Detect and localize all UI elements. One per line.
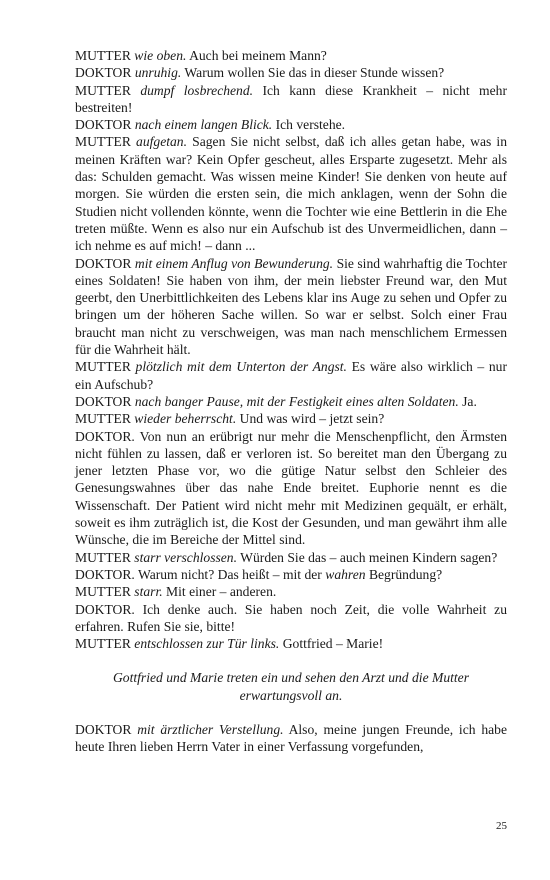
document-page: [75, 47, 507, 756]
stage-note: nach banger Pause, mit der Festigkeit eines alten Soldaten.: [134, 393, 459, 409]
speaker-name: DOKTOR.: [75, 566, 135, 582]
spoken-text: Ich verstehe.: [275, 117, 346, 133]
dialogue-paragraph: [75, 410, 507, 427]
spoken-text: Sie sind wahrhaftig die Tochter eines Soldaten! Sie haben von ihm, der mein liebster Freund war, den Mut geerbt, den Unerbittlichkeiten des Lebens klar ins Auge zu sehen und Opfer zu bringen um der höheren Sache willen. So war er selbst. Solch einer Frau braucht man nicht zu verschweigen, was man nach menschlichem Ermessen für die Wahrheit hält.: [75, 255, 507, 358]
spoken-text: Ja.: [462, 393, 477, 409]
dialogue-paragraph: [75, 393, 507, 410]
spoken-text: Also, meine jungen Freunde, ich habe heute Ihren lieben Herrn Vater in einer Verfassung vorgefunden,: [75, 721, 507, 755]
stage-note: starr verschlossen.: [134, 549, 238, 565]
stage-note: wieder beherrscht.: [134, 411, 237, 427]
stage-note: unruhig.: [134, 65, 182, 81]
speaker-name: DOKTOR: [75, 255, 132, 271]
spoken-text: Von nun an erübrigt nur mehr die Menschenpflicht, den Ärmsten nicht fühlen zu lassen, daß er verloren ist. So bereitet man den Übergang zu jener letzten Phase vor, wo die gütige Natur selbst den Schleier des Genesungswahnes über das nahe Ende breitet. Euphorie nennt es die Wissenschaft. Der Patient wird nicht mehr mit Medizinen gequält, er erhält, soweit es ihm zuträglich ist, die Kost der Gesunden, und man gewährt ihm alle Wünsche, die im Bereiche der Mittel sind.: [75, 428, 507, 548]
dialogue-block: [75, 47, 507, 652]
spoken-text: Und was wird – jetzt sein?: [239, 411, 385, 427]
page-number: 25: [496, 820, 507, 832]
speaker-name: MUTTER: [75, 411, 131, 427]
stage-note: starr.: [134, 584, 163, 600]
dialogue-paragraph: [75, 601, 507, 636]
dialogue-paragraph: [75, 549, 507, 566]
spoken-text: Ich denke auch. Sie haben noch Zeit, die volle Wahrheit zu erfahren. Rufen Sie sie, bitte!: [75, 601, 507, 634]
final-paragraph: [75, 721, 507, 756]
dialogue-paragraph: [75, 566, 507, 583]
dialogue-paragraph: [75, 358, 507, 393]
stage-note: nach einem langen Blick.: [134, 117, 273, 133]
spoken-text: Gottfried – Marie!: [282, 636, 384, 652]
speaker-name: MUTTER: [75, 549, 131, 565]
dialogue-paragraph: [75, 635, 507, 652]
dialogue-paragraph: [75, 255, 507, 359]
stage-note: plötzlich mit dem Unterton der Angst.: [135, 359, 347, 375]
stage-note: wie oben.: [134, 48, 187, 63]
dialogue-paragraph: [75, 133, 507, 254]
stage-note: mit ärztlicher Verstellung.: [137, 721, 284, 737]
stage-note: entschlossen zur Tür links.: [134, 636, 280, 652]
speaker-name: DOKTOR: [75, 721, 132, 737]
spoken-text: Mit einer – anderen.: [166, 584, 277, 600]
speaker-name: DOKTOR: [75, 117, 132, 133]
spoken-text: Auch bei meinem Mann?: [189, 48, 327, 63]
spoken-text: Würden Sie das – auch meinen Kindern sagen?: [240, 549, 498, 565]
dialogue-paragraph: [75, 64, 507, 81]
stage-note: dumpf losbrechend.: [140, 82, 254, 98]
speaker-name: DOKTOR.: [75, 428, 135, 444]
speaker-name: MUTTER: [75, 636, 131, 652]
speaker-name: DOKTOR: [75, 65, 132, 81]
stage-note: aufgetan.: [136, 134, 188, 150]
stage-direction: Gottfried und Marie treten ein und sehen den Arzt und die Mutter erwartungsvoll an.: [112, 670, 470, 703]
dialogue-paragraph: [75, 47, 507, 64]
speaker-name: MUTTER: [75, 82, 131, 98]
spoken-text: Warum nicht? Das heißt – mit der: [137, 566, 322, 582]
dialogue-paragraph: [75, 82, 507, 117]
speaker-name: MUTTER: [75, 48, 131, 63]
stage-note: mit einem Anflug von Bewunderung.: [134, 255, 334, 271]
spoken-text: Ich kann diese Krankheit – nicht mehr bestreiten!: [75, 82, 507, 115]
spoken-text-tail: Begründung?: [368, 566, 443, 582]
speaker-name: MUTTER: [75, 584, 131, 600]
dialogue-paragraph: [75, 428, 507, 549]
dialogue-paragraph: [75, 583, 507, 600]
spoken-text: Warum wollen Sie das in dieser Stunde wissen?: [184, 65, 445, 81]
speaker-name: DOKTOR: [75, 393, 132, 409]
dialogue-paragraph: [75, 116, 507, 133]
speaker-name: DOKTOR.: [75, 601, 135, 617]
spoken-text: Sagen Sie nicht selbst, daß ich alles getan habe, was in meinen Kräften war? Kein Opfer gescheut, alles Ersparte zugesetzt. Mehr als das: Schulden gemacht. Was wissen meine Kinder! Sie denken von heute auf morgen. Sie würden die ersten sein, die mich anklagen, wenn der Sohn die Studien nicht vollenden könnte, wenn die Tochter wie eine Bettlerin in die Ehe treten müßte. Wenn es also nur ein Aufschub ist des Unvermeidlichen, dann – ich nehme es auf mich! – dann ...: [75, 134, 507, 254]
speaker-name: MUTTER: [75, 134, 131, 150]
speaker-name: MUTTER: [75, 359, 131, 375]
emphasis: wahren: [325, 566, 366, 582]
spoken-text: Es wäre also wirklich – nur ein Aufschub?: [75, 359, 507, 392]
